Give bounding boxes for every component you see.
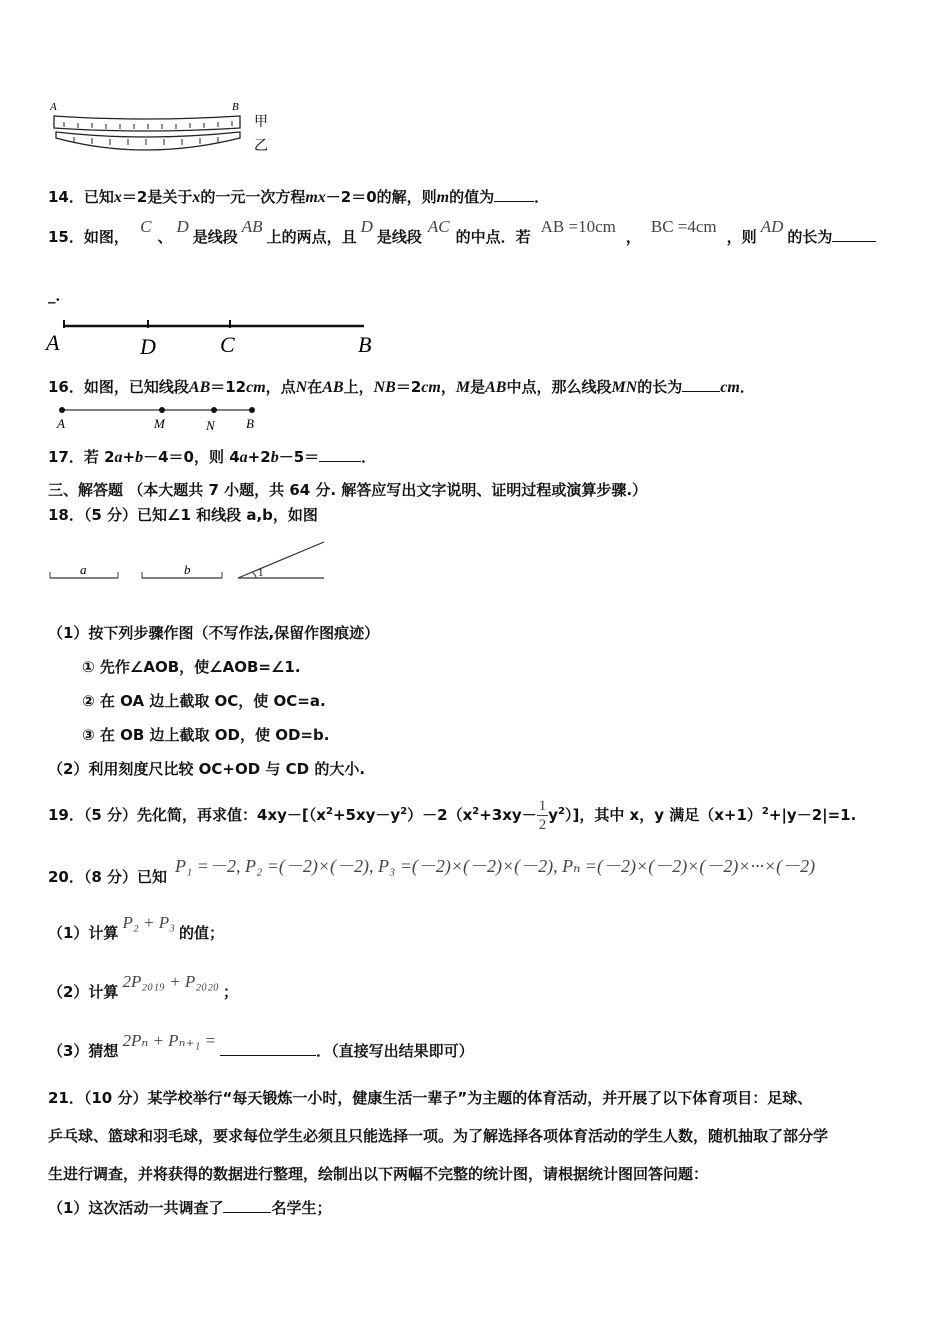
q20-part-2-formula: 2P₂₀₁₉ + P₂₀₂₀: [122, 972, 219, 991]
q16-var-m: M: [455, 379, 471, 396]
q19-frac-numerator: 1: [538, 798, 547, 814]
q20-part-1: [48, 913, 225, 943]
q15-figure: [44, 314, 384, 358]
q16-text-6: ＝2: [395, 378, 422, 396]
q15-text-2: 是线段: [192, 228, 238, 246]
q21-part-1: [48, 1197, 331, 1218]
q14-var-x: x: [113, 189, 122, 206]
q20-part-1-formula: P₂ + P₃: [122, 913, 175, 932]
q19-text-3: ）－2（x: [407, 806, 473, 824]
q14-text-3: 的一元一次方程: [200, 188, 306, 206]
question-16: [48, 376, 755, 397]
question-20: [48, 856, 816, 888]
ruler-figure: [44, 98, 274, 160]
q19-fraction: [537, 797, 549, 834]
q17-var-b: b: [135, 449, 144, 466]
q15-var-c: C: [140, 217, 152, 236]
question-14: [48, 186, 549, 207]
q19-sup-5: 2: [761, 806, 769, 817]
q17-var-a: a: [114, 449, 123, 466]
q16-text-4: 在: [307, 378, 323, 396]
q14-text-1: 已知: [83, 188, 114, 206]
q16-text-9: 中点，那么线段: [506, 378, 612, 396]
q19-text-4: +3xy－: [479, 806, 537, 824]
q21-part-1-end: 名学生；: [271, 1199, 332, 1217]
q21-line-2: 乒乓球、篮球和羽毛球，要求每位学生必须且只能选择一项。为了解选择各项体育活动的学生人数，随机抽取了部分学: [48, 1127, 829, 1145]
q20-part-1-label: （1）计算: [48, 924, 119, 942]
q17-text-1: 若 2: [83, 448, 115, 466]
q17-text-4: +2: [247, 448, 271, 466]
q16-unit-3: cm: [720, 379, 740, 396]
q16-answer-blank[interactable]: [682, 391, 720, 392]
section-3-header: 三、解答题 （本大题共 7 小题，共 64 分. 解答应写出文字说明、证明过程或演算步骤.）: [48, 481, 648, 499]
q14-text-4: －2＝0的解，则: [325, 188, 437, 206]
q15-fig-c: C: [220, 332, 235, 357]
q15-continuation: _．: [48, 286, 71, 304]
q16-var-ab3: AB: [485, 379, 507, 396]
q17-text-3: －4＝0，则 4: [143, 448, 240, 466]
q15-fig-d: D: [140, 334, 156, 358]
q19-sup-2: 2: [400, 806, 408, 817]
q16-text-3: ，点: [265, 378, 296, 396]
ruler-label-jia: 甲: [254, 115, 268, 130]
question-15: [48, 217, 876, 247]
q16-text-11: ．: [739, 378, 755, 396]
q16-figure: [52, 402, 272, 434]
q15-bc-value: BC =4cm: [650, 217, 717, 236]
q18-fig-a: a: [80, 562, 87, 577]
q17-text-6: ．: [361, 448, 377, 466]
q19-text-6: ）]，其中 x，y 满足（x+1）: [564, 806, 762, 824]
q19-frac-denominator: 2: [538, 817, 547, 833]
q15-sep: 、: [157, 228, 173, 246]
ruler-label-a: A: [50, 101, 57, 113]
q20-part-2-label: （2）计算: [48, 983, 119, 1001]
q16-var-ab2: AB: [322, 379, 344, 396]
q18-figure: [46, 538, 336, 588]
q16-text-10: 的长为: [637, 378, 683, 396]
q15-var-ac: AC: [427, 217, 450, 236]
q16-fig-m: M: [154, 416, 165, 431]
q16-var-n: N: [295, 379, 308, 396]
q16-text-1: 如图，已知线段: [83, 378, 189, 396]
q20-formula: P₁ =－2, P₂ =(－2)×(－2), P₃ =(－2)×(－2)×(－2), Pₙ =(－2)×(－2)×(－2)×···×(－2): [175, 856, 816, 876]
q17-text-5: －5＝: [278, 448, 320, 466]
q16-var-nb: NB: [373, 379, 396, 396]
q20-part-3: [48, 1031, 474, 1061]
q15-text-4: 是线段: [376, 228, 422, 246]
q17-text-2: +: [122, 448, 136, 466]
q19-sup-3: 2: [472, 806, 480, 817]
q18-step-2: ② 在 OA 边上截取 OC，使 OC=a.: [82, 692, 326, 710]
q15-text-1: 如图，: [83, 228, 129, 246]
q16-fig-b: B: [246, 416, 254, 431]
q18-step-3: ③ 在 OB 边上截取 OD，使 OD=b.: [82, 726, 330, 744]
q16-unit-1: cm: [246, 379, 266, 396]
q15-var-ab: AB: [241, 217, 263, 236]
q19-text-2: +5xy－y: [332, 806, 401, 824]
q16-text-8: 是: [470, 378, 486, 396]
q15-var-d2: D: [360, 217, 373, 236]
q15-text-7: 的长为: [787, 228, 833, 246]
ruler-label-yi: 乙: [254, 139, 268, 154]
q20-part-2-end: ；: [222, 983, 238, 1001]
q14-text-6: ．: [534, 188, 550, 206]
q21-part-1-label: （1）这次活动一共调查了: [48, 1199, 224, 1217]
q21-line-3: 生进行调查，并将获得的数据进行整理，绘制出以下两幅不完整的统计图，请根据统计图回答问题：: [48, 1165, 709, 1183]
q16-text-2: ＝12: [210, 378, 247, 396]
q14-var-x2: x: [192, 189, 201, 206]
q15-text-6: ，则: [726, 228, 757, 246]
q18-part-2: （2）利用刻度尺比较 OC+OD 与 CD 的大小.: [48, 760, 366, 778]
q19-sup-4: 2: [558, 806, 565, 817]
q15-var-ad: AD: [760, 217, 784, 236]
q21-answer-blank[interactable]: [223, 1212, 271, 1213]
q19-text-1: 19．（5 分）先化简，再求值：4xy－[（x: [48, 806, 326, 824]
q14-number: 14．: [48, 188, 84, 206]
q20-part-3-end: ．（直接写出结果即可）: [316, 1042, 474, 1060]
q17-var-b2: b: [270, 449, 279, 466]
q16-number: 16．: [48, 378, 84, 396]
q17-answer-blank[interactable]: [319, 461, 361, 462]
q18-part-1: （1）按下列步骤作图（不写作法,保留作图痕迹）: [48, 624, 380, 642]
q18-fig-angle-1: 1: [258, 567, 264, 579]
q16-fig-n: N: [206, 418, 215, 433]
q20-title: 20．（8 分）已知: [48, 868, 168, 886]
q15-number: 15．: [48, 228, 84, 246]
q20-part-3-label: （3）猜想: [48, 1042, 119, 1060]
q15-text-5: 的中点．若: [455, 228, 531, 246]
q19-sup-1: 2: [325, 806, 333, 817]
question-19: [48, 794, 856, 834]
q18-title: 18．（5 分）已知∠1 和线段 a,b，如图: [48, 506, 318, 524]
q16-fig-a: A: [57, 416, 65, 431]
q17-number: 17．: [48, 448, 84, 466]
q14-answer-blank[interactable]: [494, 201, 534, 202]
q15-answer-blank[interactable]: [832, 241, 876, 242]
q14-var-m: m: [436, 189, 450, 206]
q16-text-7: ，: [440, 378, 456, 396]
q18-fig-b: b: [184, 562, 191, 577]
q20-part-1-end: 的值；: [179, 924, 225, 942]
q16-var-mn: MN: [611, 379, 638, 396]
q19-text-5: y: [548, 806, 558, 824]
q14-text-2: ＝2是关于: [121, 188, 193, 206]
q15-text-3: 上的两点，且: [266, 228, 357, 246]
q17-var-a2: a: [239, 449, 248, 466]
q15-fig-b: B: [358, 332, 372, 357]
q16-var-ab: AB: [188, 379, 211, 396]
q16-unit-2: cm: [421, 379, 441, 396]
q14-var-mx: mx: [305, 189, 326, 206]
q15-ab-value: AB =10cm: [540, 217, 616, 236]
q20-answer-blank[interactable]: [220, 1055, 316, 1056]
q19-text-7: +|y－2|=1.: [768, 806, 857, 824]
q16-text-5: 上，: [343, 378, 374, 396]
q21-line-1: 21．（10 分）某学校举行“每天锻炼一小时，健康生活一辈子”为主题的体育活动，并开展了以下体育项目：足球、: [48, 1089, 813, 1107]
q20-part-2: [48, 972, 238, 1002]
q15-fig-a: A: [46, 330, 60, 355]
q15-comma: ，: [625, 228, 641, 246]
q14-text-5: 的值为: [449, 188, 495, 206]
q20-part-3-formula: 2Pₙ + Pₙ₊₁ =: [122, 1031, 217, 1050]
q18-step-1: ① 先作∠AOB，使∠AOB=∠1.: [82, 658, 301, 676]
q15-var-d: D: [176, 217, 189, 236]
ruler-label-b: B: [232, 101, 239, 113]
question-17: [48, 446, 376, 467]
